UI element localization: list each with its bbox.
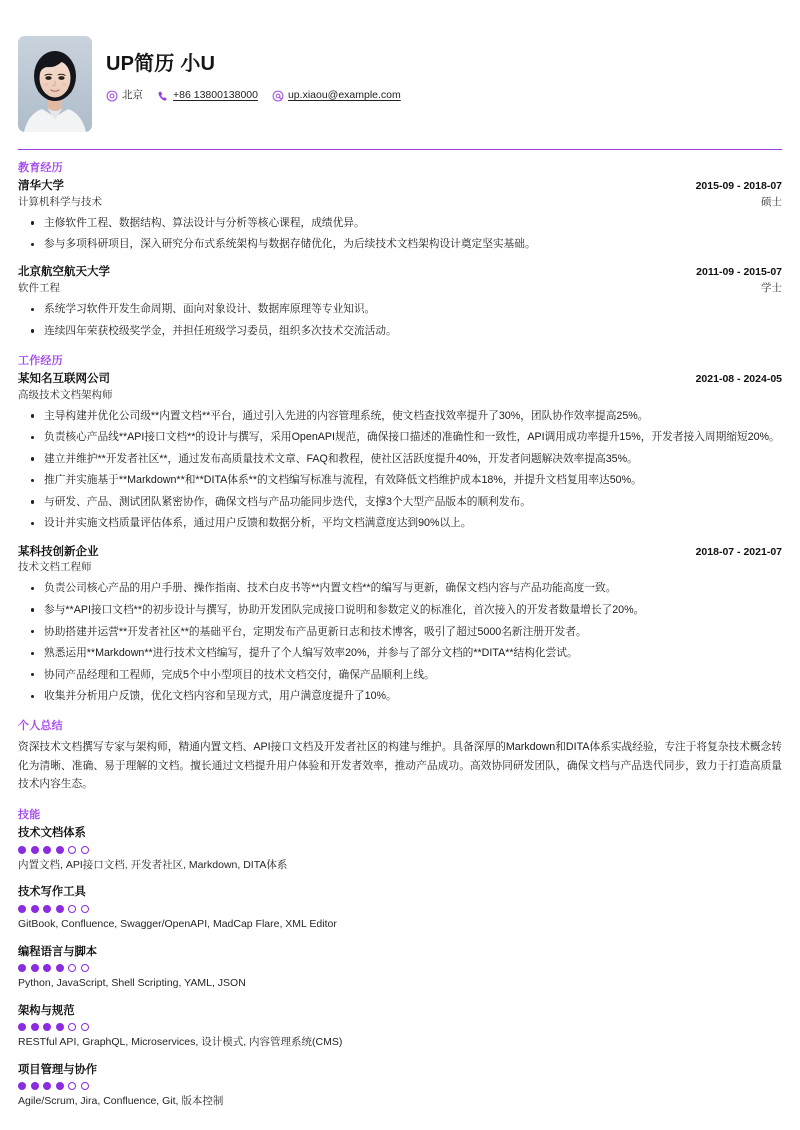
skill-level-dots — [18, 905, 782, 913]
skill-dot-empty — [81, 964, 89, 972]
list-item: 熟悉运用**Markdown**进行技术文档编写，提升了个人编写效率20%，并参与了部分文档的**DITA**结构化尝试。 — [18, 645, 782, 661]
skill-level-dots — [18, 1023, 782, 1031]
entry-sub-line — [18, 560, 782, 575]
skill-dot-empty — [81, 905, 89, 913]
header-divider — [18, 149, 782, 150]
list-item: 推广并实施基于**Markdown**和**DITA体系**的文档编写标准与流程，有效降低文档维护成本18%，并提升文档复用率达50%。 — [18, 472, 782, 488]
skill-dot-filled — [56, 1023, 64, 1031]
company-name: 某科技创新企业 — [18, 545, 99, 558]
entry-header-line — [18, 178, 782, 195]
skill-dot-filled — [43, 1023, 51, 1031]
list-item: 负责核心产品线**API接口文档**的设计与撰写，采用OpenAPI规范，确保接口描述的准确性和一致性，API调用成功率提升15%，开发者接入周期缩短20%。 — [18, 429, 782, 445]
contact-location — [106, 88, 143, 103]
list-item: 参与多项科研项目，深入研究分布式系统架构与数据存储优化，为后续技术文档架构设计奠定坚实基础。 — [18, 236, 782, 252]
skill-dot-empty — [81, 1023, 89, 1031]
resume-header — [18, 30, 782, 132]
contact-row — [106, 88, 782, 103]
company-name: 某知名互联网公司 — [18, 372, 110, 385]
skill-items: Agile/Scrum, Jira, Confluence, Git, 版本控制 — [18, 1095, 224, 1108]
skill-dot-filled — [43, 964, 51, 972]
list-item: 与研发、产品、测试团队紧密协作，确保文档与产品功能同步迭代，支撑3个大型产品版本的顺利发布。 — [18, 494, 782, 510]
school-name: 清华大学 — [18, 179, 64, 192]
skill-group — [18, 884, 782, 932]
education-entry — [18, 178, 782, 252]
skill-group — [18, 1003, 782, 1051]
skill-dot-filled — [56, 964, 64, 972]
list-item: 主导构建并优化公司级**内置文档**平台，通过引入先进的内容管理系统，使文档查找效率提升了30%，团队协作效率提高25%。 — [18, 408, 782, 424]
section-education — [18, 161, 782, 339]
section-skills — [18, 808, 782, 1110]
skill-dot-empty — [68, 905, 76, 913]
list-item: 系统学习软件开发生命周期、面向对象设计、数据库原理等专业知识。 — [18, 301, 782, 317]
school-date: 2015-09 - 2018-07 — [695, 179, 782, 192]
phone-icon — [157, 90, 169, 102]
skill-dot-empty — [68, 846, 76, 854]
entry-header-line — [18, 264, 782, 281]
skill-level-dots — [18, 1082, 782, 1090]
email-text[interactable]: up.xiaou@example.com — [287, 89, 401, 101]
entry-sub-line — [18, 281, 782, 296]
school-name: 北京航空航天大学 — [18, 266, 110, 279]
entry-header-line — [18, 371, 782, 388]
skill-dot-filled — [31, 1023, 39, 1031]
section-title-work: 工作经历 — [18, 354, 63, 367]
job-title: 技术文档工程师 — [18, 561, 92, 574]
skill-dot-empty — [68, 1082, 76, 1090]
list-item: 协同产品经理和工程师，完成5个中小型项目的技术文档交付，确保产品顺利上线。 — [18, 667, 782, 683]
skill-dot-filled — [31, 846, 39, 854]
phone-text[interactable]: +86 13800138000 — [173, 89, 258, 101]
skill-dot-filled — [56, 905, 64, 913]
skill-dot-empty — [81, 846, 89, 854]
section-title-summary: 个人总结 — [18, 720, 63, 733]
skill-level-dots — [18, 964, 782, 972]
skill-items: GitBook, Confluence, Swagger/OpenAPI, MadCap Flare, XML Editor — [18, 917, 337, 930]
work-date: 2018-07 - 2021-07 — [695, 545, 782, 558]
skill-dot-empty — [68, 964, 76, 972]
skill-dot-filled — [18, 964, 26, 972]
skill-name: 技术文档体系 — [18, 827, 86, 840]
major: 软件工程 — [18, 282, 60, 295]
skill-dot-filled — [18, 1082, 26, 1090]
summary-text: 资深技术文档撰写专家与架构师，精通内置文档、API接口文档及开发者社区的构建与维护。具备深厚的Markdown和DITA体系实战经验，专注于将复杂技术概念转化为清晰、准确、易于理解的文档。擅长通过文档提升用户体验和开发者效率，推动产品成功。高效协同研发团队，确保文档与产品迭代同步，致力于打造高质量技术内容生态。 — [18, 741, 782, 790]
skill-dot-filled — [18, 846, 26, 854]
entry-sub-line — [18, 388, 782, 403]
entry-header-line — [18, 544, 782, 561]
skill-dot-filled — [31, 964, 39, 972]
degree: 学士 — [761, 282, 782, 295]
work-entry — [18, 544, 782, 705]
education-bullets — [18, 301, 782, 339]
skill-dot-filled — [43, 1082, 51, 1090]
skill-dot-filled — [56, 1082, 64, 1090]
section-title-skills: 技能 — [18, 809, 41, 822]
education-entry — [18, 264, 782, 338]
entry-sub-line — [18, 195, 782, 210]
skill-name: 编程语言与脚本 — [18, 945, 98, 958]
skills-list — [18, 825, 782, 1110]
work-entry — [18, 371, 782, 532]
list-item: 参与**API接口文档**的初步设计与撰写，协助开发团队完成接口说明和参数定义的标准化，首次接入的开发者数量增长了20%。 — [18, 602, 782, 618]
skill-dot-empty — [81, 1082, 89, 1090]
degree: 硕士 — [761, 195, 782, 208]
candidate-name: UP简历 小U — [106, 53, 216, 75]
education-bullets — [18, 215, 782, 253]
skill-dot-filled — [43, 905, 51, 913]
skill-items: Python, JavaScript, Shell Scripting, YAML, JSON — [18, 976, 246, 989]
skill-name: 架构与规范 — [18, 1004, 75, 1017]
skill-dot-filled — [31, 905, 39, 913]
skill-level-dots — [18, 846, 782, 854]
skill-name: 技术写作工具 — [18, 886, 86, 899]
avatar — [18, 36, 92, 132]
list-item: 主修软件工程、数据结构、算法设计与分析等核心课程，成绩优异。 — [18, 215, 782, 231]
list-item: 协助搭建并运营**开发者社区**的基础平台，定期发布产品更新日志和技术博客，吸引了超过5000名新注册开发者。 — [18, 624, 782, 640]
skill-dot-filled — [43, 846, 51, 854]
skill-group — [18, 825, 782, 873]
skill-dot-filled — [18, 905, 26, 913]
header-info — [106, 36, 782, 103]
location-pin-icon — [106, 90, 118, 102]
skill-dot-filled — [18, 1023, 26, 1031]
list-item: 设计并实施文档质量评估体系，通过用户反馈和数据分析，平均文档满意度达到90%以上。 — [18, 515, 782, 531]
school-date: 2011-09 - 2015-07 — [696, 266, 782, 279]
skill-items: RESTful API, GraphQL, Microservices, 设计模式, 内容管理系统(CMS) — [18, 1036, 343, 1049]
major: 计算机科学与技术 — [18, 195, 102, 208]
skill-dot-filled — [56, 846, 64, 854]
section-title-education: 教育经历 — [18, 162, 63, 174]
job-title: 高级技术文档架构师 — [18, 388, 113, 401]
list-item: 负责公司核心产品的用户手册、操作指南、技术白皮书等**内置文档**的编写与更新，确保文档内容与产品功能高度一致。 — [18, 580, 782, 596]
contact-phone[interactable] — [157, 88, 258, 103]
work-date: 2021-08 - 2024-05 — [695, 372, 782, 385]
skill-name: 项目管理与协作 — [18, 1063, 98, 1076]
location-text: 北京 — [122, 89, 143, 101]
skill-items: 内置文档, API接口文档, 开发者社区, Markdown, DITA体系 — [18, 858, 288, 871]
list-item: 收集并分析用户反馈，优化文档内容和呈现方式，用户满意度提升了10%。 — [18, 688, 782, 704]
skill-group — [18, 1062, 782, 1110]
skill-dot-filled — [31, 1082, 39, 1090]
work-bullets — [18, 580, 782, 704]
skill-dot-empty — [68, 1023, 76, 1031]
list-item: 建立并维护**开发者社区**，通过发布高质量技术文章、FAQ和教程，使社区活跃度提升40%，开发者问题解决效率提高35%。 — [18, 451, 782, 467]
contact-email[interactable] — [272, 88, 401, 103]
section-work — [18, 354, 782, 704]
section-summary — [18, 719, 782, 793]
work-bullets — [18, 408, 782, 532]
list-item: 连续四年荣获校级奖学金，并担任班级学习委员，组织多次技术交流活动。 — [18, 323, 782, 339]
skill-group — [18, 944, 782, 992]
email-at-icon — [272, 90, 284, 102]
